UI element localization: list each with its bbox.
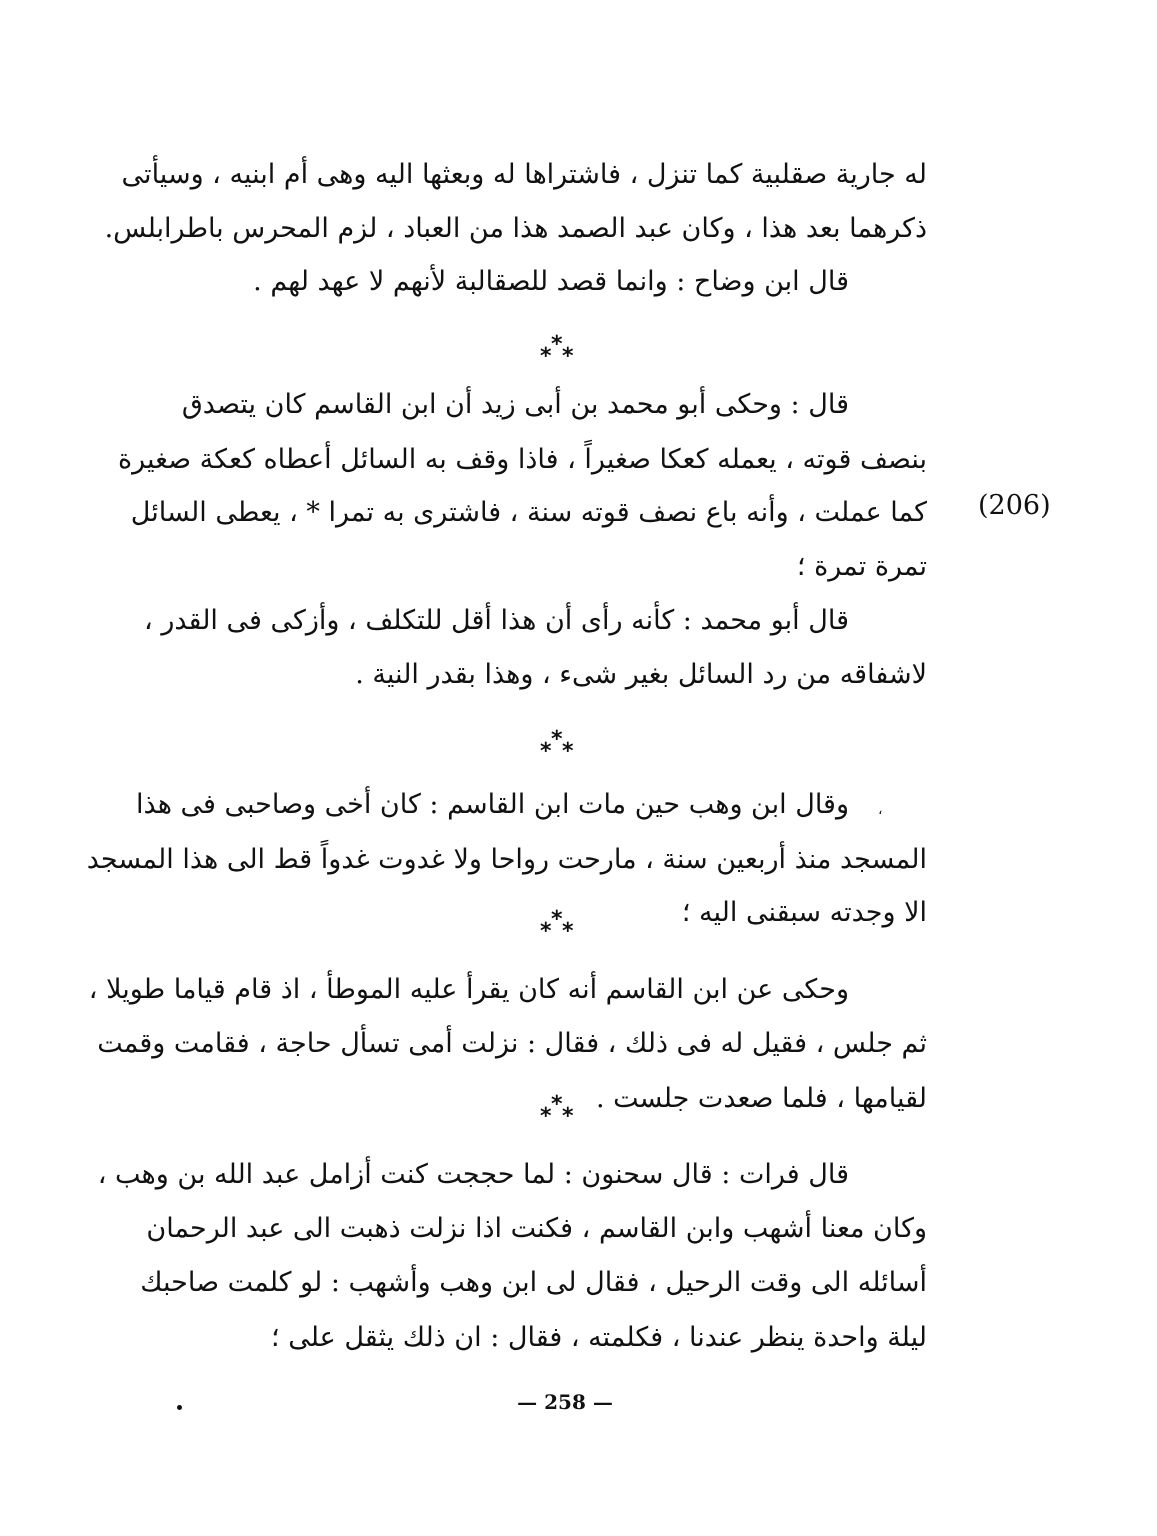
text-line: وحكى عن ابن القاسم أنه كان يقرأ عليه الموطأ ، اذ قام قياما طويلا ، [88,974,849,1005]
text-line: لاشفاقه من رد السائل بغير شىء ، وهذا بقدر النية . [355,659,927,690]
text-line: الا وجدته سبقنى اليه ؛ [681,897,927,928]
section-separator: * * * [540,907,574,944]
text-line: وقال ابن وهب حين مات ابن القاسم : كان أخى وصاحبى فى هذا [136,789,849,820]
text-line: ذكرهما بعد هذا ، وكان عبد الصمد هذا من العباد ، لزم المحرس باطرابلس. [104,213,927,244]
scan-speck [177,1405,182,1410]
text-line: أسائله الى وقت الرحيل ، فقال لى ابن وهب وأشهب : لو كلمت صاحبك [140,1267,927,1298]
text-line: لقيامها ، فلما صعدت جلست . [595,1083,927,1114]
margin-reference-number: (206) [978,490,1051,521]
text-line: ليلة واحدة ينظر عندنا ، فكلمته ، فقال : ان ذلك يثقل على ؛ [271,1322,927,1353]
stray-mark: ، [878,802,883,818]
section-separator: * * * [540,727,574,764]
text-line: المسجد منذ أربعين سنة ، مارحت رواحا ولا غدوت غدواً قط الى هذا المسجد [86,844,927,875]
text-line: وكان معنا أشهب وابن القاسم ، فكنت اذا نزلت ذهبت الى عبد الرحمان [146,1213,927,1244]
text-line: قال فرات : قال سحنون : لما حججت كنت أزامل عبد الله بن وهب ، [97,1159,849,1190]
text-line: له جارية صقلبية كما تنزل ، فاشتراها له وبعثها اليه وهى أم ابنيه ، وسيأتى [121,159,927,190]
text-line: كما عملت ، وأنه باع نصف قوته سنة ، فاشترى به تمرا * ، يعطى السائل [130,497,927,528]
text-line: قال ابن وضاح : وانما قصد للصقالبة لأنهم لا عهد لهم . [253,266,849,297]
text-line: قال أبو محمد : كأنه رأى أن هذا أقل للتكلف ، وأزكى فى القدر ، [144,605,849,636]
text-line: قال : وحكى أبو محمد بن أبى زيد أن ابن القاسم كان يتصدق [181,389,849,420]
text-line: ثم جلس ، فقيل له فى ذلك ، فقال : نزلت أمى تسأل حاجة ، فقامت وقمت [97,1028,927,1059]
page-number: — 258 — [517,1390,613,1414]
text-line: بنصف قوته ، يعمله كعكا صغيراً ، فاذا وقف به السائل أعطاه كعكة صغيرة [117,444,927,475]
section-separator: * * * [540,332,574,369]
text-line: تمرة تمرة ؛ [796,551,927,582]
section-separator: * * * [540,1092,574,1129]
